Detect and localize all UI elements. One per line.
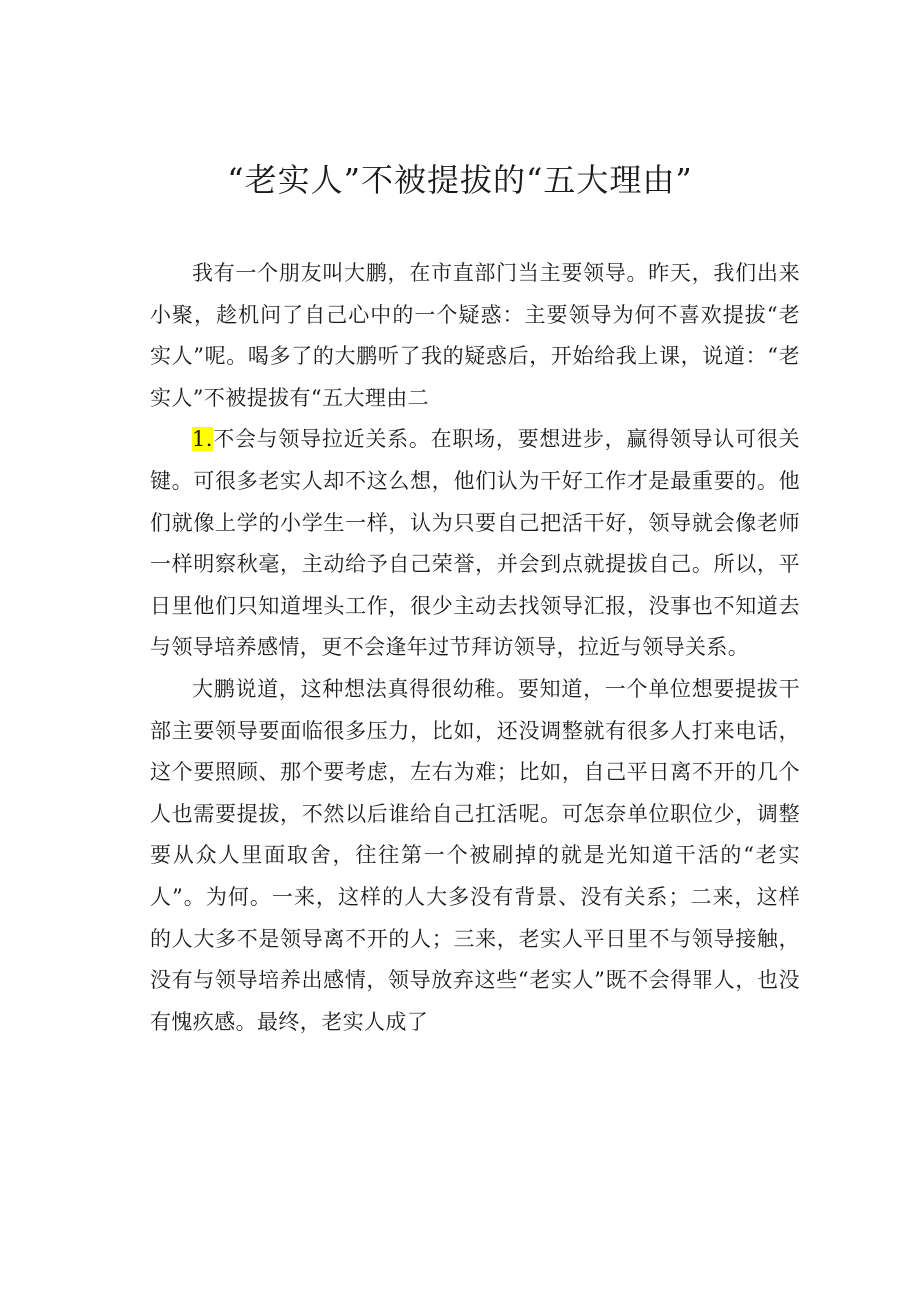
paragraph-dapeng-explanation bbox=[150, 669, 800, 1043]
paragraph-dapeng-explanation-text: 大鹏说道，这种想法真得很幼稚。要知道，一个单位想要提拔干部主要领导要面临很多压力，比如，还没调整就有很多人打来电话，这个要照顾、那个要考虑，左右为难；比如，自己平日离不开的几个人也需要提拔，不然以后谁给自己扛活呢。可怎奈单位职位少，调整要从众人里面取舍，往往第一个被刷掉的就是光知道干活的“老实人”。为何。一来，这样的人大多没有背景、没有关系；二来，这样的人大多不是领导离不开的人；三来，老实人平日里不与领导接触，没有与领导培养出感情，领导放弃这些“老实人”既不会得罪人，也没有愧疚感。最终，老实人成了 bbox=[150, 676, 800, 1034]
paragraph-reason-1-text: 不会与领导拉近关系。在职场，要想进步，赢得领导认可很关键。可很多老实人却不这么想，他们认为干好工作才是最重要的。他们就像上学的小学生一样，认为只要自己把活干好，领导就会像老师一样明察秋毫，主动给予自己荣誉，并会到点就提拔自己。所以，平日里他们只知道埋头工作，很少主动去找领导汇报，没事也不知道去与领导培养感情，更不会逢年过节拜访领导，拉近与领导关系。 bbox=[150, 427, 800, 660]
document-title: “老实人”不被提拔的“五大理由” bbox=[227, 161, 693, 199]
list-marker-highlighted: 1. bbox=[192, 427, 213, 452]
paragraph-intro-text: 我有一个朋友叫大鹏，在市直部门当主要领导。昨天，我们出来小聚，趁机问了自己心中的一个疑惑：主要领导为何不喜欢提拔“老实人”呢。喝多了的大鹏听了我的疑惑后，开始给我上课，说道：“老实人”不被提拔有“五大理由二 bbox=[150, 261, 800, 410]
paragraph-reason-1 bbox=[150, 419, 800, 669]
paragraph-intro bbox=[150, 253, 800, 419]
document-body bbox=[150, 253, 800, 1043]
